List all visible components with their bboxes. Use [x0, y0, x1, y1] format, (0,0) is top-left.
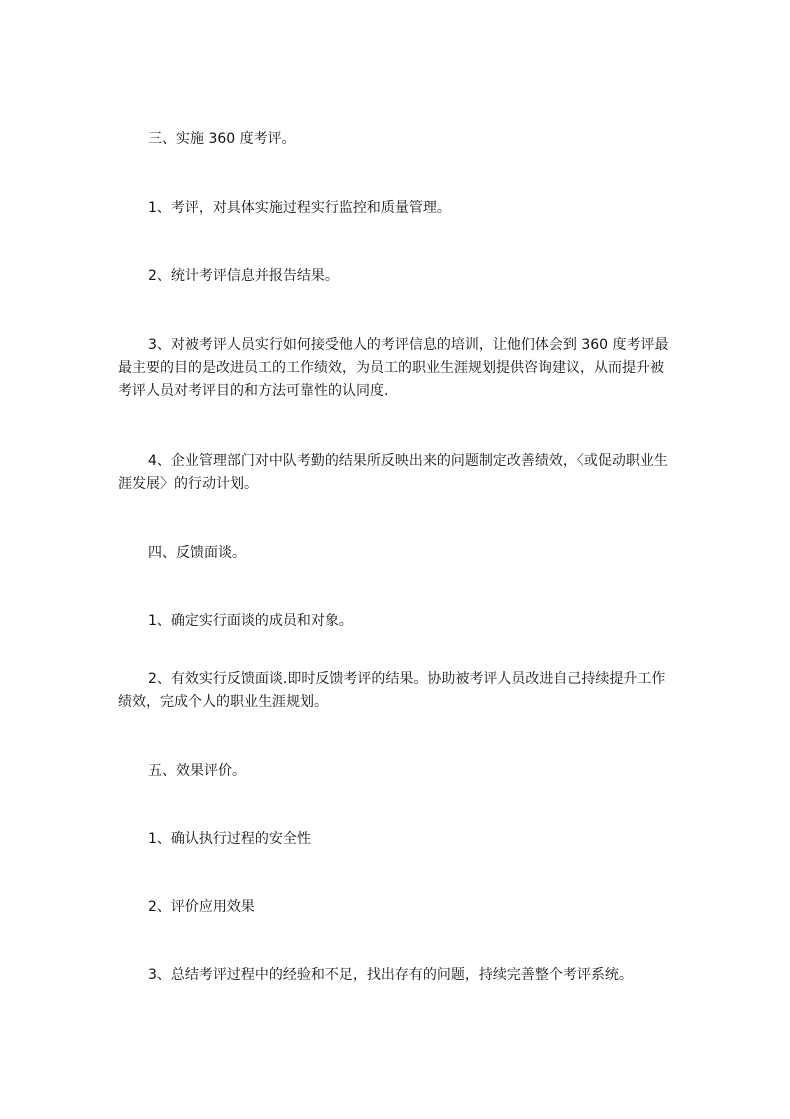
paragraph	[118, 450, 688, 496]
paragraph	[118, 828, 688, 851]
text-line: 2、有效实行反馈面谈.即时反馈考评的结果。协助被考评人员改进自己持续提升工作	[148, 671, 666, 687]
text-line: 1、考评，对具体实施过程实行监控和质量管理。	[148, 200, 451, 216]
text-line: 四、反馈面谈。	[148, 545, 246, 561]
paragraph	[118, 265, 688, 288]
text-line: 3、对被考评人员实行如何接受他人的考评信息的培训，让他们体会到 360 度考评最	[148, 337, 669, 353]
text-line: 绩效，完成个人的职业生涯规划。	[118, 694, 328, 710]
text-line: 考评人员对考评目的和方法可靠性的认同度.	[118, 383, 389, 399]
text-line: 4、企业管理部门对中队考勤的结果所反映出来的问题制定改善绩效，〈或促动职业生	[148, 453, 668, 469]
text-line: 1、确认执行过程的安全性	[148, 831, 311, 847]
text-line: 1、确定实行面谈的成员和对象。	[148, 613, 353, 629]
paragraph	[118, 964, 688, 987]
heading-section-5	[118, 760, 688, 783]
paragraph	[118, 334, 688, 403]
text-line: 2、评价应用效果	[148, 899, 255, 915]
text-line: 3、总结考评过程中的经验和不足，找出存有的问题，持续完善整个考评系统。	[148, 967, 633, 983]
text-line: 最主要的目的是改进员工的工作绩效，为员工的职业生涯规划提供咨询建议，从而提升被	[118, 360, 664, 376]
heading-section-3	[118, 128, 688, 151]
text-line: 五、效果评价。	[148, 763, 246, 779]
heading-section-4	[118, 542, 688, 565]
paragraph	[118, 896, 688, 919]
paragraph	[118, 668, 688, 714]
text-line: 涯发展〉的行动计划。	[118, 476, 258, 492]
text-line: 三、实施 360 度考评。	[148, 131, 296, 147]
paragraph	[118, 197, 688, 220]
text-line: 2、统计考评信息并报告结果。	[148, 268, 339, 284]
paragraph	[118, 610, 688, 633]
